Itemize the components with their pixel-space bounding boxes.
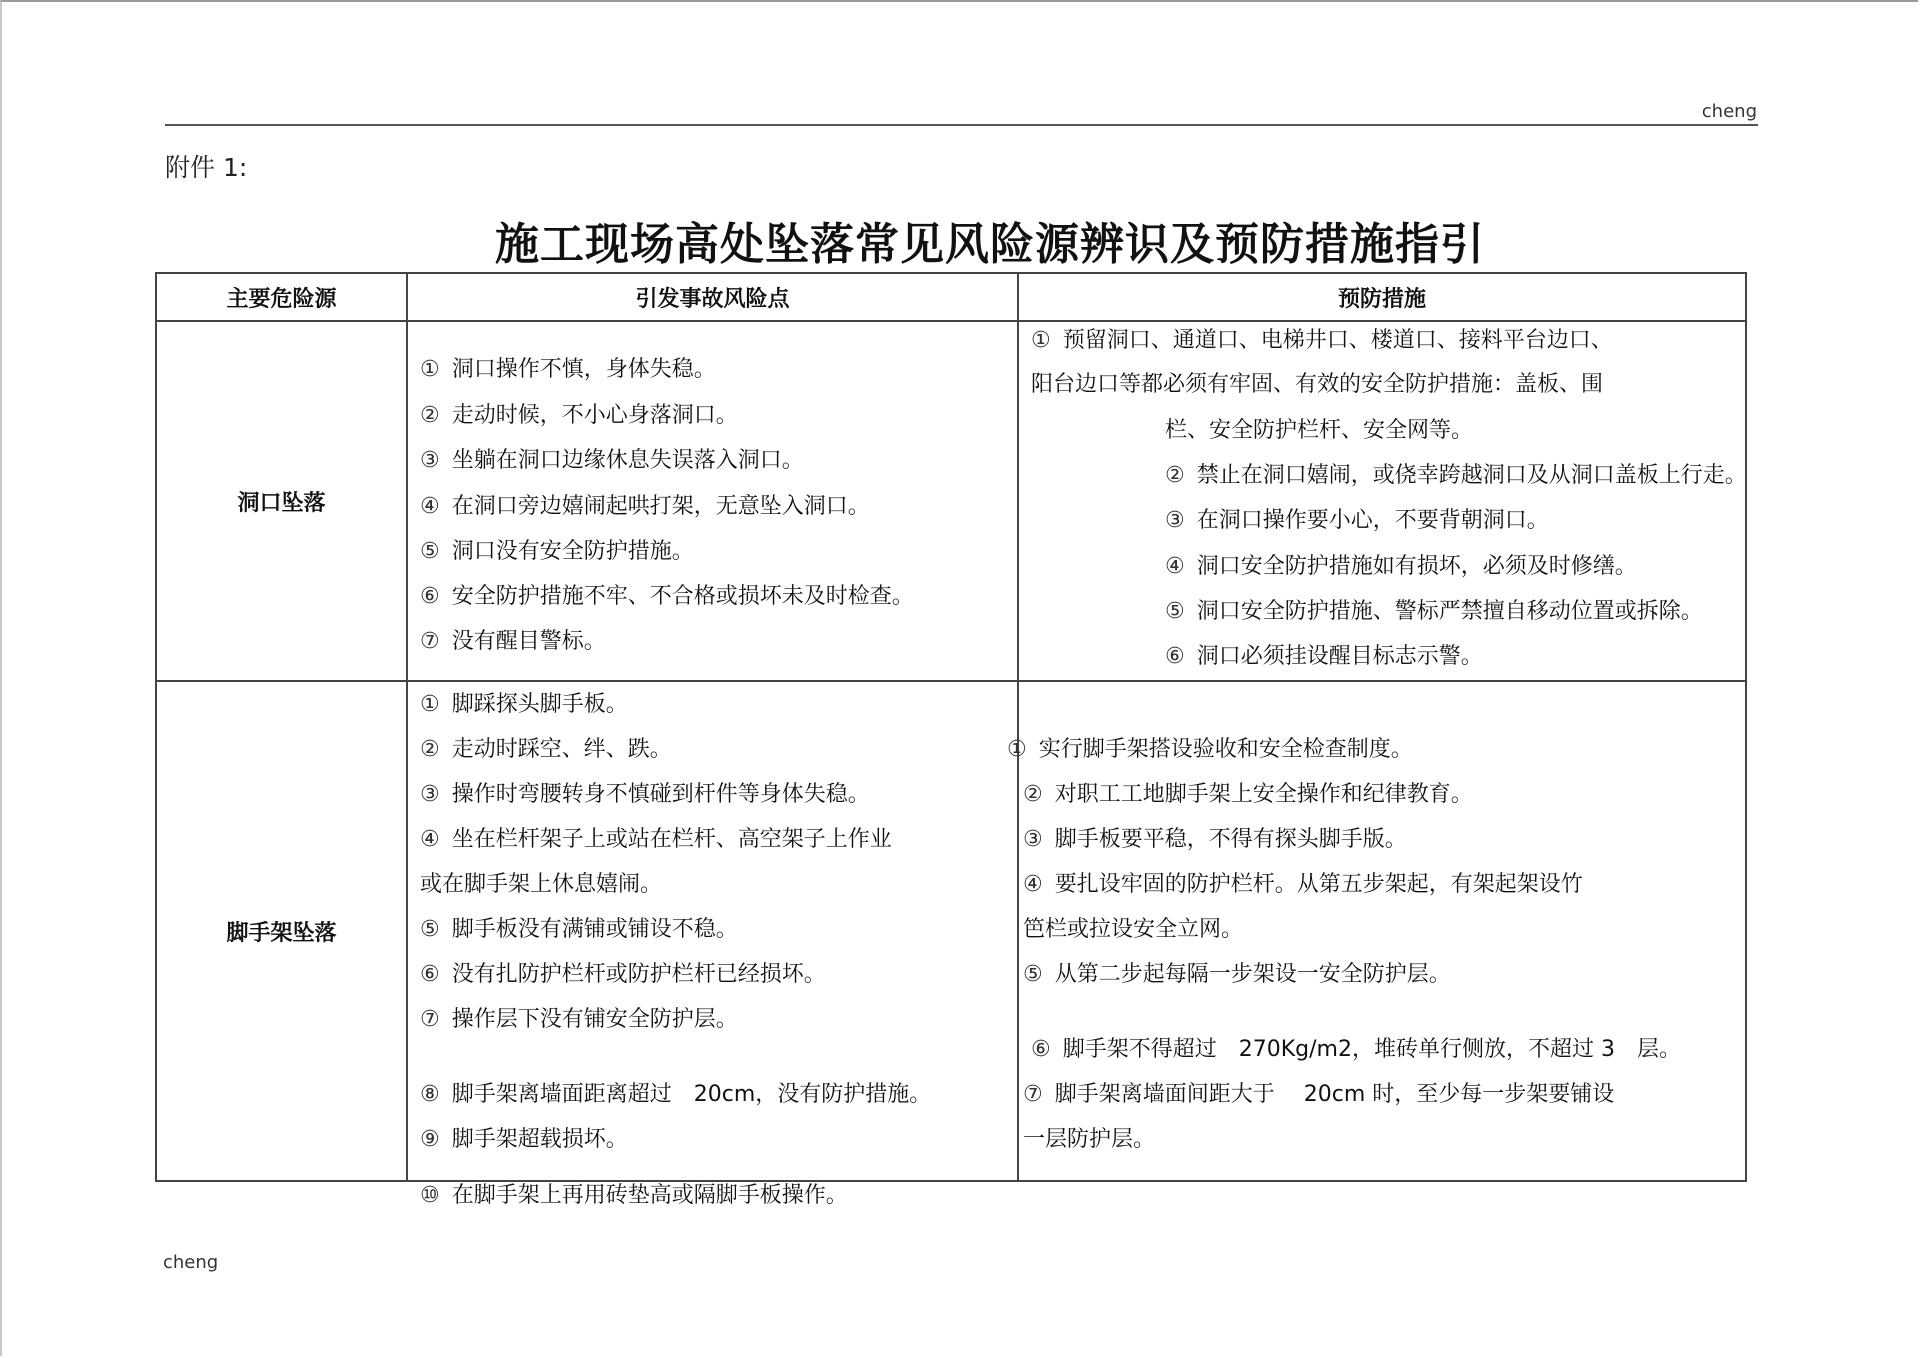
risk-item: ⑦ 操作层下没有铺安全防护层。 — [420, 1007, 738, 1032]
header-rule — [165, 124, 1758, 126]
risk-cell — [407, 681, 1018, 1181]
header-risk-points: 引发事故风险点 — [407, 273, 1018, 321]
header-hazard: 主要危险源 — [156, 273, 407, 321]
risk-item: ⑥ 安全防护措施不牢、不合格或损坏未及时检查。 — [420, 584, 914, 609]
risk-item-continuation: 或在脚手架上休息嬉闹。 — [420, 872, 663, 897]
risk-item: ④ 在洞口旁边嬉闹起哄打架，无意坠入洞口。 — [420, 494, 870, 519]
measure-item: ② 对职工工地脚手架上安全操作和纪律教育。 — [1023, 782, 1473, 807]
document-title: 施工现场高处坠落常见风险源辨识及预防措施指引 — [495, 219, 1485, 270]
measure-item-continuation: 笆栏或拉设安全立网。 — [1023, 917, 1244, 942]
risk-item: ③ 坐躺在洞口边缘休息失误落入洞口。 — [420, 448, 804, 473]
risk-cell — [407, 321, 1018, 681]
header-mark: cheng — [1701, 101, 1757, 122]
risk-item: ⑤ 脚手板没有满铺或铺设不稳。 — [420, 917, 738, 942]
risk-item: ① 脚踩探头脚手板。 — [420, 692, 628, 717]
measure-item-continuation: 一层防护层。 — [1023, 1127, 1156, 1152]
risk-item: ③ 操作时弯腰转身不慎碰到杆件等身体失稳。 — [420, 782, 870, 807]
risk-item: ② 走动时踩空、绊、跌。 — [420, 737, 672, 762]
header-measures: 预防措施 — [1018, 273, 1746, 321]
risk-item: ⑨ 脚手架超载损坏。 — [420, 1127, 628, 1152]
measure-item: ③ 脚手板要平稳，不得有探头脚手版。 — [1023, 827, 1407, 852]
measure-item: ⑥ 洞口必须挂设醒目标志示警。 — [1165, 644, 1483, 669]
risk-item: ⑧ 脚手架离墙面距离超过 20cm，没有防护措施。 — [420, 1082, 932, 1107]
measure-item: ⑥ 脚手架不得超过 270Kg/m2，堆砖单行侧放，不超过 3 层。 — [1031, 1037, 1681, 1062]
risk-item: ⑤ 洞口没有安全防护措施。 — [420, 539, 694, 564]
risk-item: ② 走动时候，不小心身落洞口。 — [420, 403, 738, 428]
measure-item: ④ 洞口安全防护措施如有损坏，必须及时修缮。 — [1165, 554, 1637, 579]
table-header-row — [156, 273, 1746, 321]
table-row — [156, 681, 1746, 1181]
measure-item: ③ 在洞口操作要小心，不要背朝洞口。 — [1165, 508, 1549, 533]
attachment-label: 附件 1: — [165, 153, 248, 182]
risk-item: ⑥ 没有扎防护栏杆或防护栏杆已经损坏。 — [420, 962, 826, 987]
hazard-name: 脚手架坠落 — [156, 681, 407, 1181]
measure-item-continuation: 栏、安全防护栏杆、安全网等。 — [1165, 418, 1474, 443]
measure-cell — [1018, 321, 1746, 681]
risk-item: ① 洞口操作不慎，身体失稳。 — [420, 357, 716, 382]
table-row — [156, 321, 1746, 681]
measure-item: ④ 要扎设牢固的防护栏杆。从第五步架起，有架起架设竹 — [1023, 872, 1583, 897]
risk-item: ⑦ 没有醒目警标。 — [420, 629, 606, 654]
measure-item: ⑦ 脚手架离墙面间距大于 20cm 时，至少每一步架要铺设 — [1023, 1082, 1615, 1107]
measure-item: ⑤ 从第二步起每隔一步架设一安全防护层。 — [1023, 962, 1451, 987]
footer-mark: cheng — [163, 1252, 219, 1273]
measure-item: ① 实行脚手架搭设验收和安全检查制度。 — [1007, 737, 1413, 762]
measure-item: ① 预留洞口、通道口、电梯井口、楼道口、接料平台边口、 — [1031, 328, 1613, 353]
risk-item-overflow: ⑩ 在脚手架上再用砖垫高或隔脚手板操作。 — [420, 1183, 848, 1208]
measure-item-continuation: 阳台边口等都必须有牢固、有效的安全防护措施：盖板、围 — [1031, 372, 1604, 397]
measure-item: ⑤ 洞口安全防护措施、警标严禁擅自移动位置或拆除。 — [1165, 599, 1703, 624]
hazard-name: 洞口坠落 — [156, 321, 407, 681]
measure-cell — [1007, 681, 1746, 1181]
hazard-table — [155, 272, 1747, 1182]
measure-item: ② 禁止在洞口嬉闹，或侥幸跨越洞口及从洞口盖板上行走。 — [1165, 463, 1747, 488]
risk-item: ④ 坐在栏杆架子上或站在栏杆、高空架子上作业 — [420, 827, 892, 852]
